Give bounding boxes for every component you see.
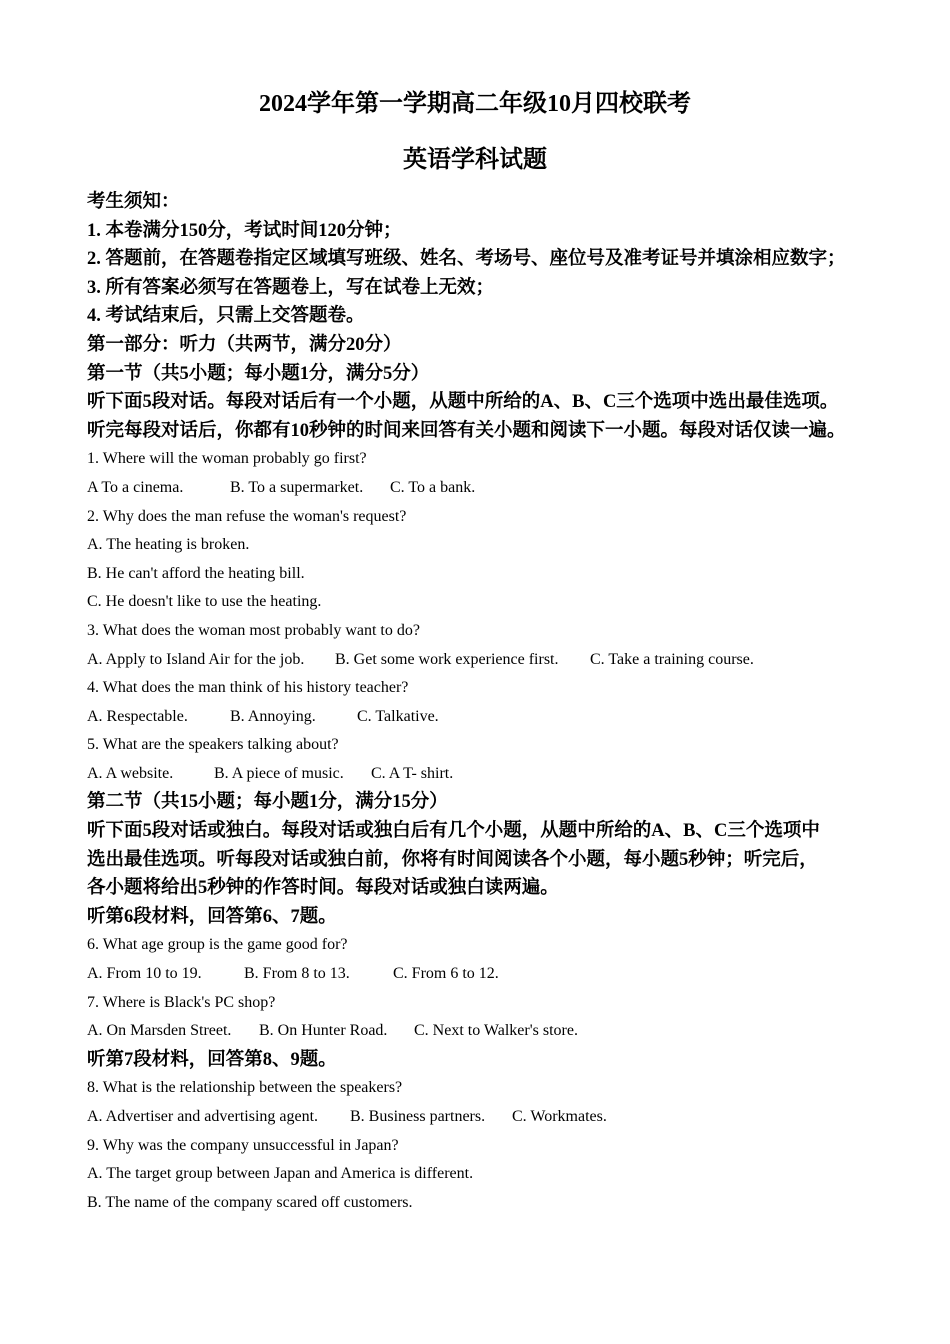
option-b: B. From 8 to 13. [244, 965, 350, 983]
option-b: B. To a supermarket. [230, 478, 364, 496]
option-c: C. To a bank. [390, 478, 476, 496]
question-stem: 9. Why was the company unsuccessful in Japan? [87, 1136, 399, 1154]
subject-title: 英语学科试题 [403, 147, 547, 173]
option-c: C. Next to Walker's store. [414, 1022, 578, 1040]
option-a: A. The heating is broken. [87, 536, 250, 554]
option-b: B. On Hunter Road. [259, 1022, 388, 1040]
option-a: A. Advertiser and advertising agent. [87, 1108, 319, 1125]
option-a: A. On Marsden Street. [87, 1022, 232, 1040]
option-c: C. From 6 to 12. [393, 965, 499, 983]
question-options [87, 960, 897, 989]
notice-item: 2. 答题前，在答题卷指定区域填写班级、姓名、考场号、座位号及准考证号并填涂相应数字； [87, 249, 846, 270]
question-stem: 7. Where is Black's PC shop? [87, 993, 276, 1011]
option-b: B. A piece of music. [214, 764, 344, 782]
section1-instruction: 听下面5段对话。每段对话后有一个小题，从题中所给的A、B、C三个选项中选出最佳选项。 [87, 392, 839, 413]
section2-heading: 第二节（共15小题；每小题1分，满分15分） [87, 792, 448, 813]
option-b: B. Get some work experience first. [335, 650, 559, 668]
question-stem: 3. What does the woman most probably want to do? [87, 621, 420, 639]
question-options [87, 1017, 897, 1046]
option-c: C. Take a training course. [590, 650, 754, 668]
question-options [87, 703, 897, 732]
question-options [87, 474, 897, 503]
option-a: A. Apply to Island Air for the job. [87, 650, 305, 668]
section2-instruction: 各小题将给出5秒钟的作答时间。每段对话或独白读两遍。 [87, 878, 559, 899]
question-options [87, 760, 897, 789]
question-options [87, 646, 897, 675]
question-options [87, 1103, 897, 1132]
option-c: C. A T- shirt. [371, 764, 454, 782]
material-heading: 听第6段材料，回答第6、7题。 [87, 906, 337, 927]
question-stem: 4. What does the man think of his history teacher? [87, 679, 409, 697]
option-a: A. The target group between Japan and America is different. [87, 1165, 474, 1183]
question-stem: 6. What age group is the game good for? [87, 936, 348, 954]
option-b: B. The name of the company scared off customers. [87, 1193, 413, 1211]
notice-heading: 考生须知： [87, 192, 180, 212]
section2-instruction: 听下面5段对话或独白。每段对话或独白后有几个小题，从题中所给的A、B、C三个选项中 [87, 821, 820, 842]
exam-content [87, 188, 897, 1217]
question-stem: 2. Why does the man refuse the woman's request? [87, 507, 407, 525]
question-stem: 5. What are the speakers talking about? [87, 736, 339, 754]
option-b: B. He can't afford the heating bill. [87, 564, 305, 582]
exam-title: 2024学年第一学期高二年级10月四校联考 [259, 91, 691, 117]
notice-item: 1. 本卷满分150分，考试时间120分钟； [87, 220, 402, 241]
section1-instruction: 听完每段对话后，你都有10秒钟的时间来回答有关小题和阅读下一小题。每段对话仅读一遍。 [87, 420, 846, 441]
section1-heading: 第一节（共5小题；每小题1分，满分5分） [87, 363, 430, 384]
option-b: B. Business partners. [350, 1108, 486, 1125]
option-c: C. Talkative. [357, 707, 439, 725]
option-b: B. Annoying. [230, 707, 316, 725]
part1-heading: 第一部分：听力（共两节，满分20分） [87, 334, 402, 355]
option-c: C. He doesn't like to use the heating. [87, 593, 322, 611]
option-a: A To a cinema. [87, 478, 184, 496]
notice-item: 4. 考试结束后，只需上交答题卷。 [87, 306, 365, 327]
section2-instruction: 选出最佳选项。听每段对话或独白前，你将有时间阅读各个小题，每小题5秒钟；听完后， [87, 849, 818, 870]
option-a: A. A website. [87, 764, 174, 782]
option-a: A. From 10 to 19. [87, 965, 202, 983]
option-c: C. Workmates. [512, 1108, 607, 1125]
question-stem: 8. What is the relationship between the speakers? [87, 1079, 403, 1097]
question-stem: 1. Where will the woman probably go first? [87, 450, 367, 468]
material-heading: 听第7段材料，回答第8、9题。 [87, 1049, 337, 1070]
notice-item: 3. 所有答案必须写在答题卷上，写在试卷上无效； [87, 277, 495, 298]
option-a: A. Respectable. [87, 707, 188, 725]
